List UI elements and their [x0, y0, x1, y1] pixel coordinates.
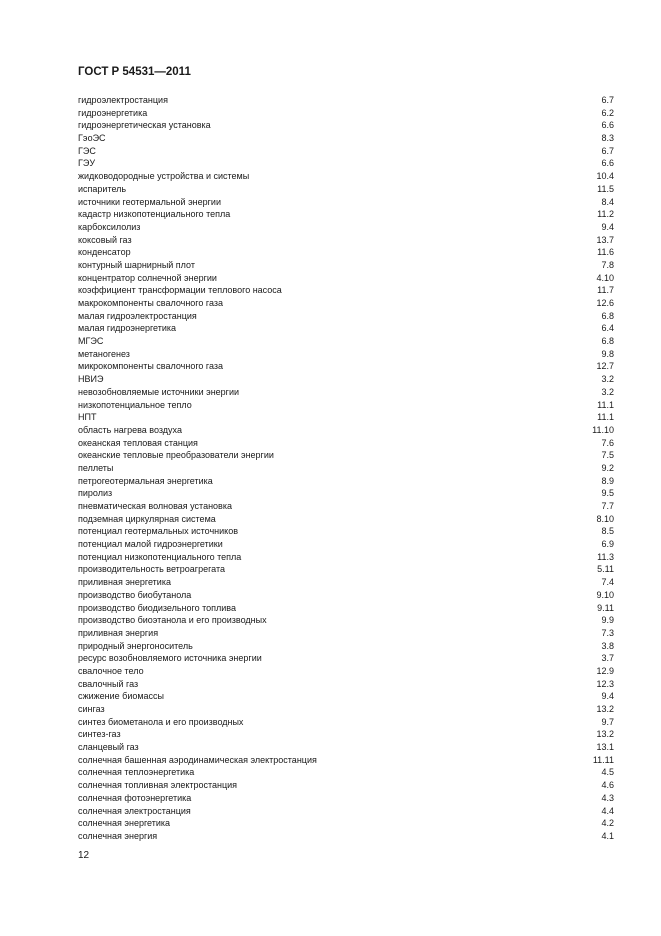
- index-row: [78, 690, 614, 703]
- index-row: [78, 792, 614, 805]
- index-reference: 6.7: [601, 95, 614, 105]
- index-term: солнечная топливная электростанция: [78, 780, 238, 791]
- index-reference: 11.1: [597, 399, 614, 410]
- index-term: низкопотенциальное тепло: [78, 399, 192, 410]
- index-reference: 11.11: [592, 754, 614, 765]
- index-row: [78, 652, 614, 665]
- index-term: гидроэнергетическая установка: [78, 120, 211, 131]
- index-term: природный энергоноситель: [78, 640, 193, 651]
- index-reference: 12.7: [596, 361, 614, 372]
- index-reference: 10.4: [596, 171, 614, 182]
- index-reference: 3.8: [601, 640, 614, 651]
- index-reference: 7.5: [601, 450, 614, 461]
- index-term: контурный шарнирный плот: [78, 259, 195, 270]
- index-term: источники геотермальной энергии: [78, 196, 221, 207]
- index-term: приливная энергетика: [78, 577, 171, 588]
- index-reference: 8.9: [601, 475, 614, 486]
- page-number: 12: [78, 850, 90, 861]
- index-row: [78, 183, 614, 196]
- index-term: пневматическая волновая установка: [78, 501, 232, 511]
- index-term: солнечная энергия: [78, 830, 158, 841]
- index-reference: 4.1: [601, 830, 614, 841]
- index-term: солнечная теплоэнергетика: [78, 767, 195, 778]
- index-row: [78, 602, 614, 615]
- index-reference: 3.2: [601, 386, 614, 397]
- index-term: область нагрева воздуха: [78, 424, 182, 435]
- index-row: [78, 640, 614, 653]
- index-row: [78, 437, 614, 450]
- index-row: [78, 462, 614, 475]
- index-reference: 7.6: [601, 437, 614, 448]
- index-term: производство биобутанола: [78, 589, 192, 600]
- index-row: [78, 830, 614, 843]
- index-reference: 9.9: [601, 615, 614, 626]
- index-row: [78, 157, 614, 170]
- index-reference: 6.8: [601, 310, 614, 321]
- index-reference: 11.6: [597, 247, 614, 258]
- index-row: [78, 399, 614, 412]
- index-reference: 12.3: [596, 678, 614, 689]
- index-term: ГЭУ: [78, 158, 96, 169]
- index-row: [78, 234, 614, 247]
- index-reference: 6.4: [601, 323, 614, 334]
- index-term: карбоксилолиз: [78, 221, 141, 232]
- index-row: [78, 449, 614, 462]
- index-reference: 3.2: [601, 374, 614, 385]
- index-row: [78, 310, 614, 323]
- index-row: [78, 94, 614, 107]
- index-term: подземная циркулярная система: [78, 513, 216, 524]
- index-row: [78, 411, 614, 424]
- index-reference: 7.8: [601, 259, 614, 270]
- index-reference: 5.11: [597, 564, 614, 575]
- index-reference: 7.3: [601, 627, 614, 638]
- index-reference: 9.4: [601, 221, 614, 232]
- index-reference: 8.3: [601, 133, 614, 144]
- index-row: [78, 678, 614, 691]
- index-term: ресурс возобновляемого источника энергии: [78, 653, 262, 664]
- document-header: ГОСТ Р 54531—2011: [78, 66, 191, 78]
- index-term: гидроэнергетика: [78, 107, 148, 118]
- index-reference: 3.7: [601, 653, 614, 664]
- index-term: жидководородные устройства и системы: [78, 171, 250, 182]
- index-term: солнечная энергетика: [78, 818, 171, 829]
- index-term: малая гидроэнергетика: [78, 323, 177, 334]
- index-term: коксовый газ: [78, 234, 132, 245]
- index-term: микрокомпоненты свалочного газа: [78, 361, 224, 372]
- index-row: [78, 424, 614, 437]
- index-reference: 6.9: [601, 539, 614, 550]
- index-reference: 8.10: [596, 513, 614, 524]
- index-row: [78, 805, 614, 818]
- index-reference: 12.6: [596, 298, 614, 308]
- index-reference: 4.4: [601, 805, 614, 816]
- index-term: коэффициент трансформации теплового насоса: [78, 285, 282, 296]
- index-reference: 7.7: [601, 501, 614, 511]
- index-reference: 6.7: [601, 145, 614, 156]
- index-term: свалочный газ: [78, 678, 139, 689]
- index-term: испаритель: [78, 183, 127, 194]
- index-term: гидроэлектростанция: [78, 95, 168, 105]
- index-reference: 6.6: [601, 158, 614, 169]
- index-row: [78, 779, 614, 792]
- index-row: [78, 272, 614, 285]
- index-term: свалочное тело: [78, 665, 144, 676]
- index-term: НВИЭ: [78, 374, 104, 385]
- index-reference: 6.6: [601, 120, 614, 131]
- index-row: [78, 576, 614, 589]
- index-reference: 11.5: [597, 183, 614, 194]
- term-index: [78, 94, 614, 843]
- index-term: сингаз: [78, 704, 105, 714]
- index-row: [78, 703, 614, 716]
- index-term: солнечная башенная аэродинамическая электростанция: [78, 754, 317, 765]
- index-term: синтез-газ: [78, 729, 121, 740]
- index-reference: 6.8: [601, 336, 614, 347]
- index-reference: 6.2: [601, 107, 614, 118]
- index-term: макрокомпоненты свалочного газа: [78, 298, 224, 308]
- index-term: океанские тепловые преобразователи энергии: [78, 450, 274, 461]
- index-reference: 11.3: [597, 551, 614, 562]
- index-term: синтез биометанола и его производных: [78, 716, 244, 727]
- index-row: [78, 259, 614, 272]
- index-reference: 9.7: [601, 716, 614, 727]
- index-row: [78, 627, 614, 640]
- index-term: МГЭС: [78, 336, 104, 347]
- index-term: солнечная фотоэнергетика: [78, 792, 192, 803]
- index-reference: 12.9: [596, 665, 614, 676]
- index-term: пиролиз: [78, 488, 113, 499]
- index-reference: 11.7: [597, 285, 614, 296]
- index-reference: 4.6: [601, 780, 614, 791]
- index-row: [78, 373, 614, 386]
- index-row: [78, 716, 614, 729]
- index-row: [78, 348, 614, 361]
- index-term: потенциал низкопотенциального тепла: [78, 551, 242, 562]
- index-row: [78, 741, 614, 754]
- index-term: сланцевый газ: [78, 742, 139, 753]
- index-term: пеллеты: [78, 462, 114, 473]
- index-term: невозобновляемые источники энергии: [78, 386, 240, 397]
- index-reference: 13.1: [596, 742, 614, 753]
- index-reference: 9.8: [601, 348, 614, 359]
- index-reference: 8.5: [601, 526, 614, 537]
- index-reference: 4.2: [601, 818, 614, 829]
- index-row: [78, 614, 614, 627]
- index-term: океанская тепловая станция: [78, 437, 198, 448]
- index-reference: 4.3: [601, 792, 614, 803]
- index-term: производительность ветроагрегата: [78, 564, 225, 575]
- index-reference: 11.2: [597, 209, 614, 220]
- index-row: [78, 335, 614, 348]
- index-row: [78, 728, 614, 741]
- index-row: [78, 246, 614, 259]
- index-reference: 13.2: [596, 704, 614, 714]
- index-term: концентратор солнечной энергии: [78, 272, 217, 283]
- index-row: [78, 170, 614, 183]
- index-row: [78, 754, 614, 767]
- index-term: малая гидроэлектростанция: [78, 310, 197, 321]
- index-reference: 9.4: [601, 691, 614, 702]
- index-row: [78, 145, 614, 158]
- index-term: ГэоЭС: [78, 133, 106, 144]
- index-term: производство биодизельного топлива: [78, 602, 236, 613]
- index-reference: 9.5: [601, 488, 614, 499]
- index-reference: 9.10: [596, 589, 614, 600]
- index-term: метаногенез: [78, 348, 130, 359]
- index-row: [78, 525, 614, 538]
- index-reference: 11.1: [597, 412, 614, 423]
- index-term: солнечная электростанция: [78, 805, 191, 816]
- index-row: [78, 119, 614, 132]
- index-term: конденсатор: [78, 247, 131, 258]
- index-row: [78, 221, 614, 234]
- index-term: производство биоэтанола и его производных: [78, 615, 267, 626]
- index-reference: 4.5: [601, 767, 614, 778]
- index-row: [78, 500, 614, 513]
- index-reference: 7.4: [601, 577, 614, 588]
- index-row: [78, 538, 614, 551]
- index-row: [78, 487, 614, 500]
- index-row: [78, 132, 614, 145]
- index-row: [78, 208, 614, 221]
- index-term: кадастр низкопотенциального тепла: [78, 209, 231, 220]
- index-row: [78, 817, 614, 830]
- index-row: [78, 766, 614, 779]
- index-reference: 9.2: [601, 462, 614, 473]
- index-row: [78, 196, 614, 209]
- index-row: [78, 322, 614, 335]
- index-reference: 13.7: [596, 234, 614, 245]
- index-row: [78, 551, 614, 564]
- index-reference: 11.10: [592, 424, 614, 435]
- index-row: [78, 665, 614, 678]
- index-term: потенциал геотермальных источников: [78, 526, 238, 537]
- index-reference: 9.11: [597, 602, 614, 613]
- index-row: [78, 513, 614, 526]
- index-row: [78, 589, 614, 602]
- index-row: [78, 386, 614, 399]
- index-row: [78, 475, 614, 488]
- index-reference: 4.10: [596, 272, 614, 283]
- index-reference: 8.4: [601, 196, 614, 207]
- index-row: [78, 563, 614, 576]
- index-row: [78, 107, 614, 120]
- index-term: ГЭС: [78, 145, 96, 156]
- index-term: сжижение биомассы: [78, 691, 165, 702]
- index-row: [78, 360, 614, 373]
- index-term: приливная энергия: [78, 627, 159, 638]
- index-row: [78, 284, 614, 297]
- index-reference: 13.2: [596, 729, 614, 740]
- index-term: НПТ: [78, 412, 97, 423]
- index-term: петрогеотермальная энергетика: [78, 475, 213, 486]
- index-term: потенциал малой гидроэнергетики: [78, 539, 223, 550]
- index-row: [78, 297, 614, 310]
